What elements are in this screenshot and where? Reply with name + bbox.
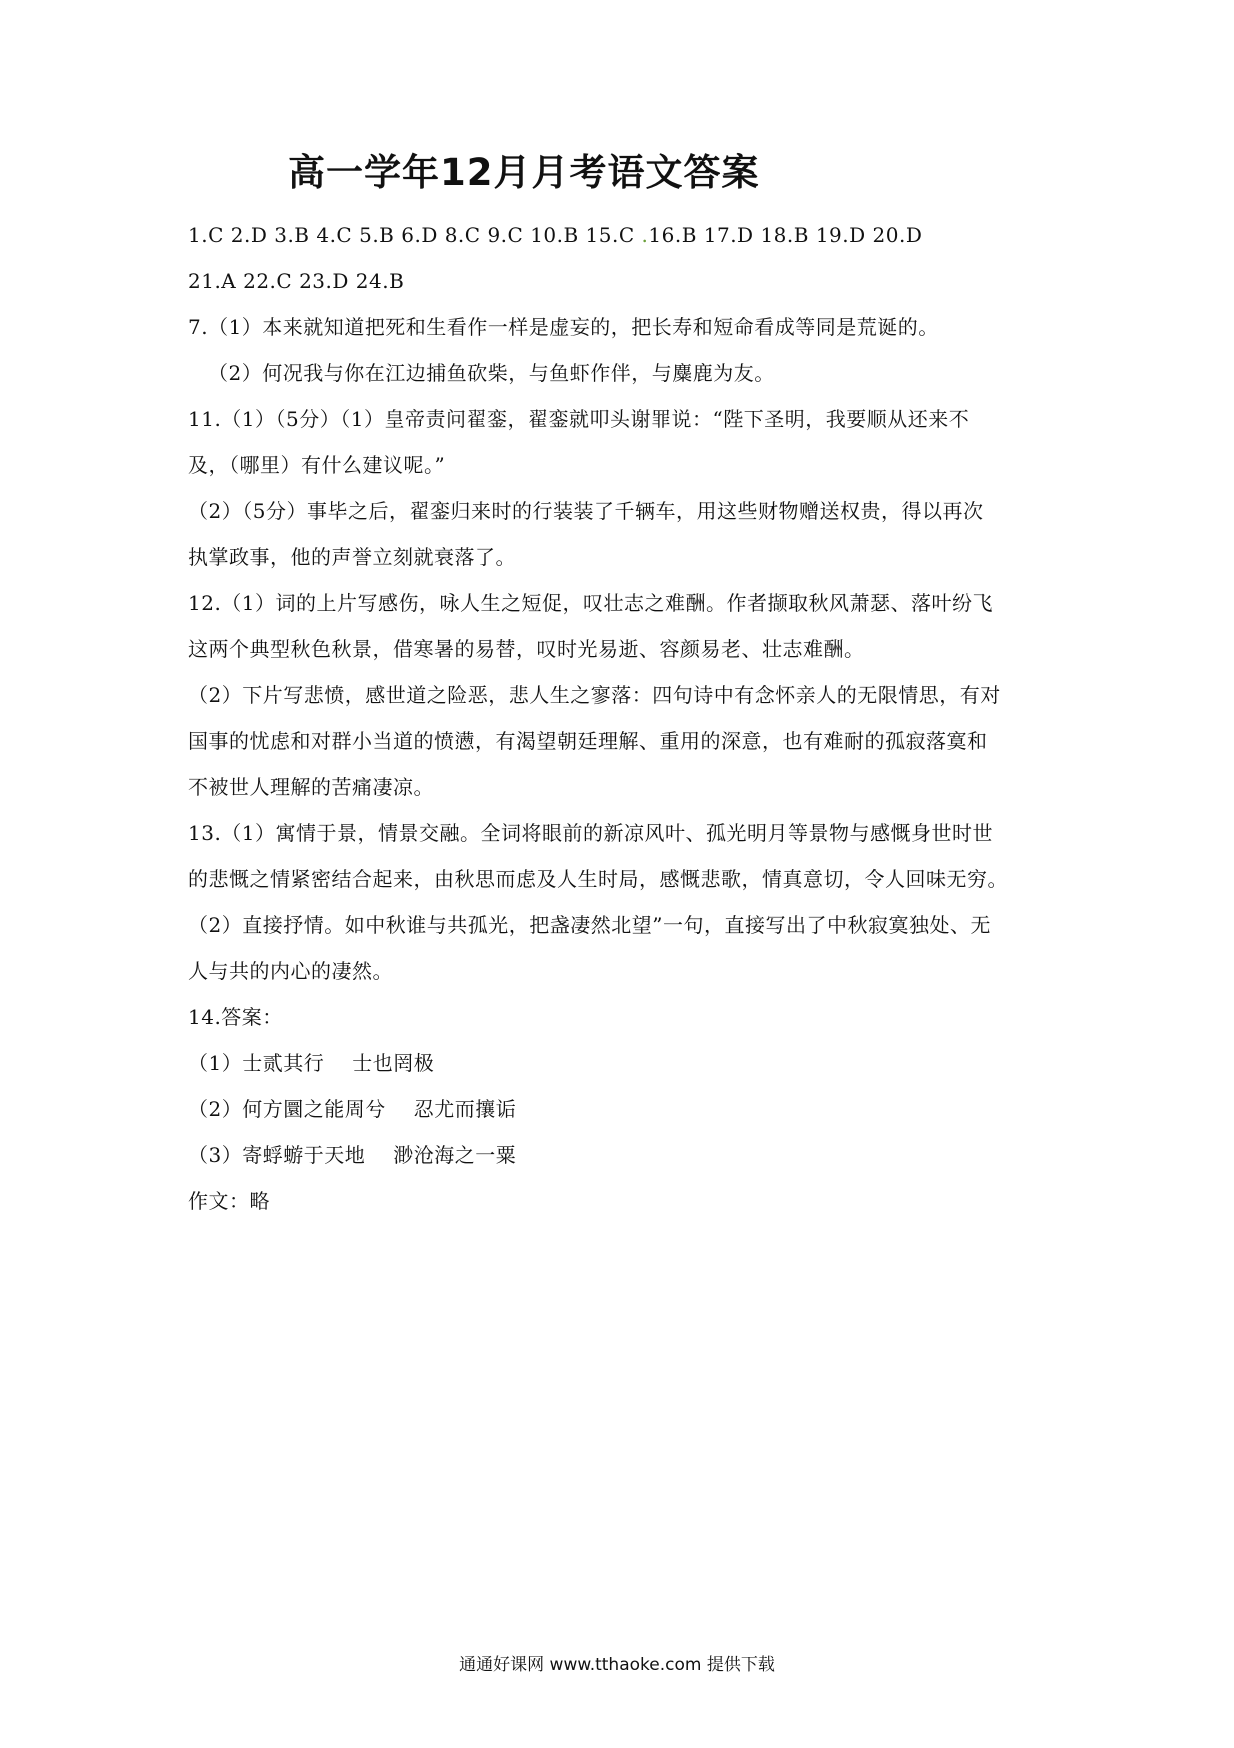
q14-answer-2 (188, 1086, 1058, 1132)
q11-line-4: 执掌政事，他的声誉立刻就衰落了。 (188, 545, 516, 569)
q13-line-2: 的悲慨之情紧密结合起来，由秋思而虑及人生时局，感慨悲歌，情真意切，令人回味无穷。 (188, 867, 1008, 891)
q14-answer-2-number: （2） (188, 1097, 243, 1121)
answer-document (188, 148, 1058, 1224)
q12-line-5: 不被世人理解的苦痛凄凉。 (188, 775, 434, 799)
choice-answers-part-b: 16.B 17.D 18.B 19.D 20.D (648, 223, 923, 247)
q13-line-3: （2）直接抒情。如中秋谁与共孤光，把盏凄然北望”一句，直接写出了中秋寂寞独处、无 (188, 913, 991, 937)
page-title: 高一学年12月月考语文答案 (288, 151, 760, 194)
q14-answer-1 (188, 1040, 1058, 1086)
q14-answer-2-first: 何方圜之能周兮 (242, 1097, 386, 1121)
q14-heading: 14.答案： (188, 1005, 283, 1029)
q14-answer-1-second: 士也罔极 (352, 1051, 435, 1075)
choice-answers-part-a: 1.C 2.D 3.B 4.C 5.B 6.D 8.C 9.C 10.B 15.C (188, 223, 635, 247)
q11-line-3: （2）（5分）事毕之后，翟銮归来时的行装装了千辆车，用这些财物赠送权贵，得以再次 (188, 499, 984, 523)
q12-line-3: （2）下片写悲愤，感世道之险恶，悲人生之寥落：四句诗中有念怀亲人的无限情思，有对 (188, 683, 1001, 707)
q14-answer-1-number: （1） (188, 1051, 243, 1075)
q12-line-2: 这两个典型秋色秋景，借寒暑的易替，叹时光易逝、容颜易老、壮志难酬。 (188, 637, 865, 661)
q14-answer-3-second: 渺沧海之一粟 (393, 1143, 517, 1167)
choice-answers-line-2: 21.A 22.C 23.D 24.B (188, 269, 405, 293)
download-footer: 通通好课网 www.tthaoke.com 提供下载 (459, 1655, 775, 1675)
stray-mark: . (634, 223, 649, 247)
q14-answer-3-number: （3） (188, 1143, 243, 1167)
q14-answer-3-first: 寄蜉蝣于天地 (242, 1143, 366, 1167)
q7-part-2: （2）何况我与你在江边捕鱼砍柴，与鱼虾作伴，与麋鹿为友。 (208, 361, 775, 385)
q12-line-1: 12.（1）词的上片写感伤，咏人生之短促，叹壮志之难酬。作者撷取秋风萧瑟、落叶纷飞 (188, 591, 994, 615)
q14-answer-2-second: 忍尤而攘诟 (413, 1097, 517, 1121)
q14-answer-3 (188, 1132, 1058, 1178)
q13-line-4: 人与共的内心的凄然。 (188, 959, 393, 983)
essay-note: 作文：略 (188, 1189, 270, 1213)
q13-line-1: 13.（1）寓情于景，情景交融。全词将眼前的新凉风叶、孤光明月等景物与感慨身世时世 (188, 821, 994, 845)
q12-line-4: 国事的忧虑和对群小当道的愤懑，有渴望朝廷理解、重用的深意，也有难耐的孤寂落寞和 (188, 729, 988, 753)
choice-answers-line-1 (188, 212, 1058, 258)
q11-line-2: 及，（哪里）有什么建议呢。” (188, 453, 446, 477)
q14-answer-1-first: 士贰其行 (242, 1051, 325, 1075)
q11-line-1: 11.（1）（5分）（1）皇帝责问翟銮，翟銮就叩头谢罪说：“陛下圣明，我要顺从还来不 (188, 407, 970, 431)
q7-part-1: 7.（1）本来就知道把死和生看作一样是虚妄的，把长寿和短命看成等同是荒诞的。 (188, 315, 939, 339)
